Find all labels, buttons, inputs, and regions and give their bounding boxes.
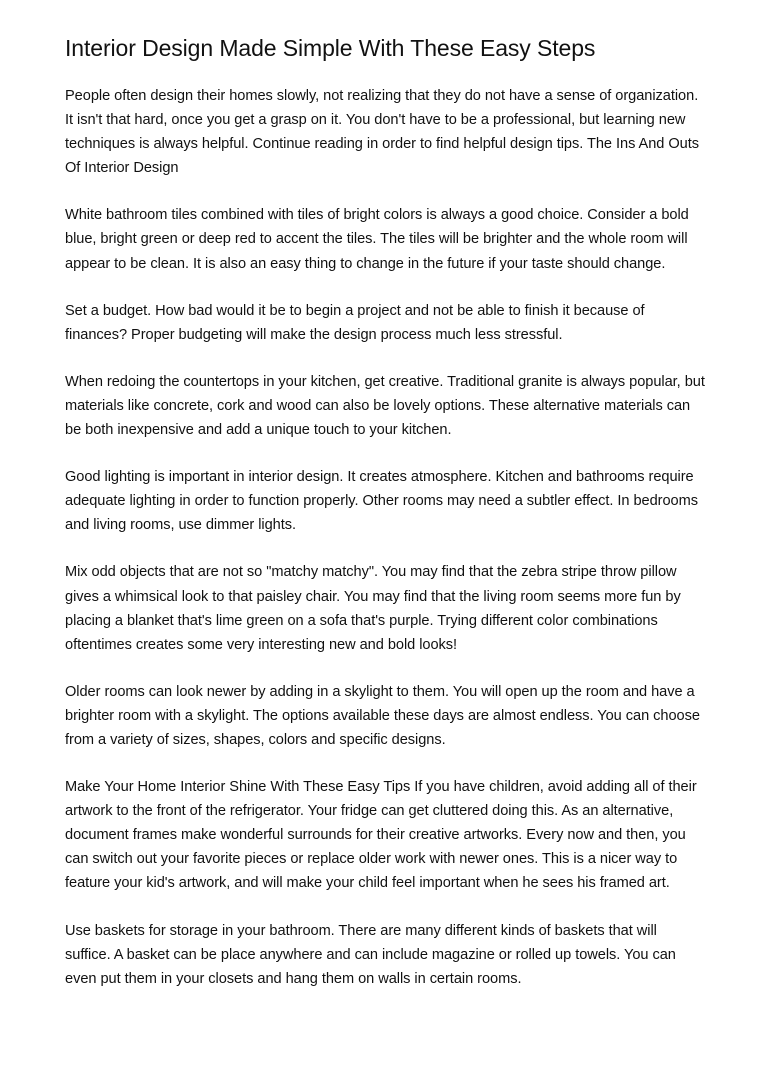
paragraph-9: Use baskets for storage in your bathroom. There are many different kinds of baskets that will suffice. A basket can be place anywhere and can include magazine or rolled up towels. You can even put them in your closets and hang them on walls in certain rooms. xyxy=(65,922,676,987)
paragraph-3: Set a budget. How bad would it be to begin a project and not be able to finish it because of finances? Proper budgeting will make the design process much less stressful. xyxy=(65,302,645,343)
paragraph-8: Make Your Home Interior Shine With These Easy Tips If you have children, avoid adding all of their artwork to the front of the refrigerator. Your fridge can get cluttered doing this. As an alternative, document frames make wonderful surrounds for their creative artworks. Every now and then, you can switch out your favorite pieces or replace older work with newer ones. This is a nicer way to feature your kid's artwork, and will make your child feel important when he sees his framed art. xyxy=(65,779,697,892)
paragraph-6: Mix odd objects that are not so "matchy matchy". You may find that the zebra stripe throw pillow gives a whimsical look to that paisley chair. You may find that the living room seems more fun by placing a blanket that's lime green on a sofa that's purple. Trying different color combinations oftentimes creates some very interesting new and bold looks! xyxy=(65,564,681,653)
paragraph-4: When redoing the countertops in your kitchen, get creative. Traditional granite is always popular, but materials like concrete, cork and wood can also be lovely options. These alternative materials can be both inexpensive and add a unique touch to your kitchen. xyxy=(65,373,705,439)
page-title: Interior Design Made Simple With These Easy Steps xyxy=(65,35,596,61)
paragraph-1: People often design their homes slowly, not realizing that they do not have a sense of organization. It isn't that hard, once you get a grasp on it. You don't have to be a professional, but learning new techniques is always helpful. Continue reading in order to find helpful design tips. The Ins And Outs Of Interior Design xyxy=(65,88,699,177)
article-body xyxy=(65,84,705,1014)
paragraph-5: Good lighting is important in interior design. It creates atmosphere. Kitchen and bathrooms require adequate lighting in order to function properly. Other rooms may need a subtler effect. In bedrooms and living rooms, use dimmer lights. xyxy=(65,469,698,534)
paragraph-2: White bathroom tiles combined with tiles of bright colors is always a good choice. Consider a bold blue, bright green or deep red to accent the tiles. The tiles will be brighter and the whole room will appear to be clean. It is also an easy thing to change in the future if your taste should change. xyxy=(65,207,689,272)
paragraph-7: Older rooms can look newer by adding in a skylight to them. You will open up the room and have a brighter room with a skylight. The options available these days are almost endless. You can choose from a variety of sizes, shapes, colors and specific designs. xyxy=(65,683,700,748)
